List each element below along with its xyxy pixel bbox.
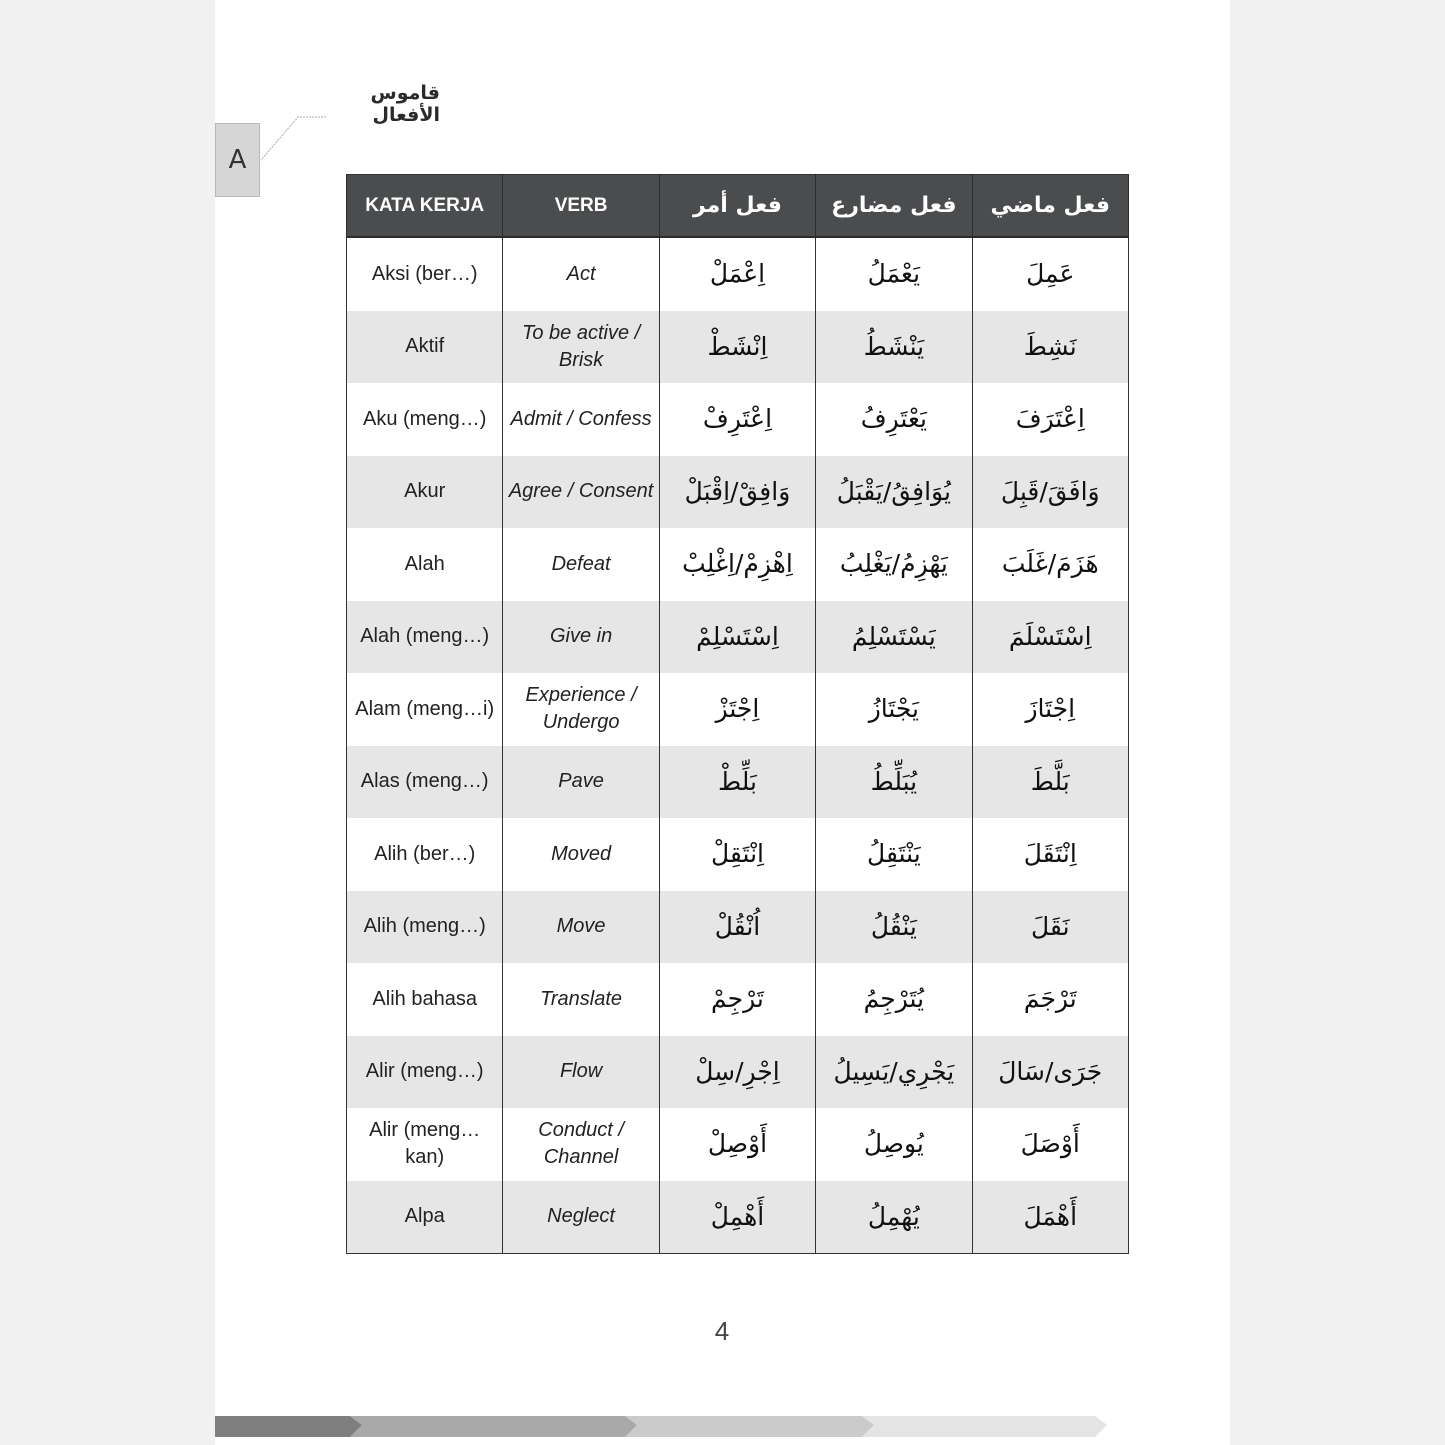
cell-english: Flow: [503, 1036, 659, 1109]
verb-table: [346, 174, 1129, 1254]
cell-malay: Alir (meng… kan): [347, 1108, 503, 1181]
cell-present: يَجْرِي/يَسِيلُ: [816, 1036, 972, 1109]
cell-imperative: اِجْتَزْ: [659, 673, 815, 746]
cell-imperative: اِعْمَلْ: [659, 237, 815, 311]
cell-imperative: اِنْتَقِلْ: [659, 818, 815, 891]
cell-english: Give in: [503, 601, 659, 674]
cell-past: اِنْتَقَلَ: [972, 818, 1128, 891]
table-row: [347, 1036, 1129, 1109]
cell-malay: Aksi (ber…): [347, 237, 503, 311]
table-row: [347, 456, 1129, 529]
cell-imperative: أَهْمِلْ: [659, 1181, 815, 1254]
table-row: [347, 237, 1129, 311]
cell-present: يُوصِلُ: [816, 1108, 972, 1181]
cell-imperative: أَوْصِلْ: [659, 1108, 815, 1181]
cell-english: Defeat: [503, 528, 659, 601]
cell-english: Move: [503, 891, 659, 964]
cell-imperative: اِسْتَسْلِمْ: [659, 601, 815, 674]
cell-malay: Aku (meng…): [347, 383, 503, 456]
table-row: [347, 1108, 1129, 1181]
column-header-past: فعل ماضي: [972, 175, 1128, 238]
page-number: 4: [714, 1316, 730, 1346]
cell-english: Translate: [503, 963, 659, 1036]
cell-malay: Alih bahasa: [347, 963, 503, 1036]
cell-malay: Alir (meng…): [347, 1036, 503, 1109]
section-letter: A: [228, 145, 247, 175]
cell-malay: Alih (ber…): [347, 818, 503, 891]
cell-imperative: اِجْرِ/سِلْ: [659, 1036, 815, 1109]
column-header-english: VERB: [503, 175, 659, 238]
table-header-row: [347, 175, 1129, 238]
cell-english: Admit / Confess: [503, 383, 659, 456]
cell-malay: Alas (meng…): [347, 746, 503, 819]
cell-present: يُتَرْجِمُ: [816, 963, 972, 1036]
cell-past: بَلَّطَ: [972, 746, 1128, 819]
cell-past: هَزَمَ/غَلَبَ: [972, 528, 1128, 601]
book-title: قاموس الأفعال: [370, 82, 440, 126]
cell-malay: Alih (meng…): [347, 891, 503, 964]
cell-malay: Alah (meng…): [347, 601, 503, 674]
cell-english: Agree / Consent: [503, 456, 659, 529]
cell-english: Act: [503, 237, 659, 311]
table-row: [347, 1181, 1129, 1254]
cell-past: نَقَلَ: [972, 891, 1128, 964]
cell-malay: Alah: [347, 528, 503, 601]
cell-imperative: اِنْشَطْ: [659, 311, 815, 384]
cell-past: أَهْمَلَ: [972, 1181, 1128, 1254]
table-row: [347, 383, 1129, 456]
cell-present: يُهْمِلُ: [816, 1181, 972, 1254]
cell-present: يُوَافِقُ/يَقْبَلُ: [816, 456, 972, 529]
table-row: [347, 528, 1129, 601]
cell-malay: Akur: [347, 456, 503, 529]
cell-english: Moved: [503, 818, 659, 891]
cell-present: يُبَلِّطُ: [816, 746, 972, 819]
column-header-imperative: فعل أمر: [659, 175, 815, 238]
table-row: [347, 673, 1129, 746]
cell-past: اِسْتَسْلَمَ: [972, 601, 1128, 674]
cell-english: Pave: [503, 746, 659, 819]
table-row: [347, 601, 1129, 674]
column-header-malay: KATA KERJA: [347, 175, 503, 238]
table-row: [347, 746, 1129, 819]
cell-present: يَنْقُلُ: [816, 891, 972, 964]
cell-past: نَشِطَ: [972, 311, 1128, 384]
cell-imperative: اُنْقُلْ: [659, 891, 815, 964]
table-row: [347, 963, 1129, 1036]
cell-present: يَعْمَلُ: [816, 237, 972, 311]
section-letter-tab: [215, 123, 260, 197]
cell-imperative: اِهْزِمْ/اِغْلِبْ: [659, 528, 815, 601]
cell-past: أَوْصَلَ: [972, 1108, 1128, 1181]
cell-past: اِجْتَازَ: [972, 673, 1128, 746]
column-header-present: فعل مضارع: [816, 175, 972, 238]
table-row: [347, 311, 1129, 384]
cell-imperative: اِعْتَرِفْ: [659, 383, 815, 456]
cell-present: يَنْشَطُ: [816, 311, 972, 384]
cell-present: يَعْتَرِفُ: [816, 383, 972, 456]
cell-present: يَسْتَسْلِمُ: [816, 601, 972, 674]
cell-past: عَمِلَ: [972, 237, 1128, 311]
table-row: [347, 818, 1129, 891]
cell-imperative: وَافِقْ/اِقْبَلْ: [659, 456, 815, 529]
cell-english: To be active / Brisk: [503, 311, 659, 384]
cell-present: يَهْزِمُ/يَغْلِبُ: [816, 528, 972, 601]
cell-english: Conduct / Channel: [503, 1108, 659, 1181]
cell-present: يَنْتَقِلُ: [816, 818, 972, 891]
cell-past: جَرَى/سَالَ: [972, 1036, 1128, 1109]
cell-present: يَجْتَازُ: [816, 673, 972, 746]
cell-english: Neglect: [503, 1181, 659, 1254]
cell-malay: Alpa: [347, 1181, 503, 1254]
cell-imperative: بَلِّطْ: [659, 746, 815, 819]
cell-malay: Alam (meng…i): [347, 673, 503, 746]
cell-malay: Aktif: [347, 311, 503, 384]
cell-past: وَافَقَ/قَبِلَ: [972, 456, 1128, 529]
cell-past: اِعْتَرَفَ: [972, 383, 1128, 456]
cell-imperative: تَرْجِمْ: [659, 963, 815, 1036]
cell-english: Experience / Undergo: [503, 673, 659, 746]
table-row: [347, 891, 1129, 964]
cell-past: تَرْجَمَ: [972, 963, 1128, 1036]
